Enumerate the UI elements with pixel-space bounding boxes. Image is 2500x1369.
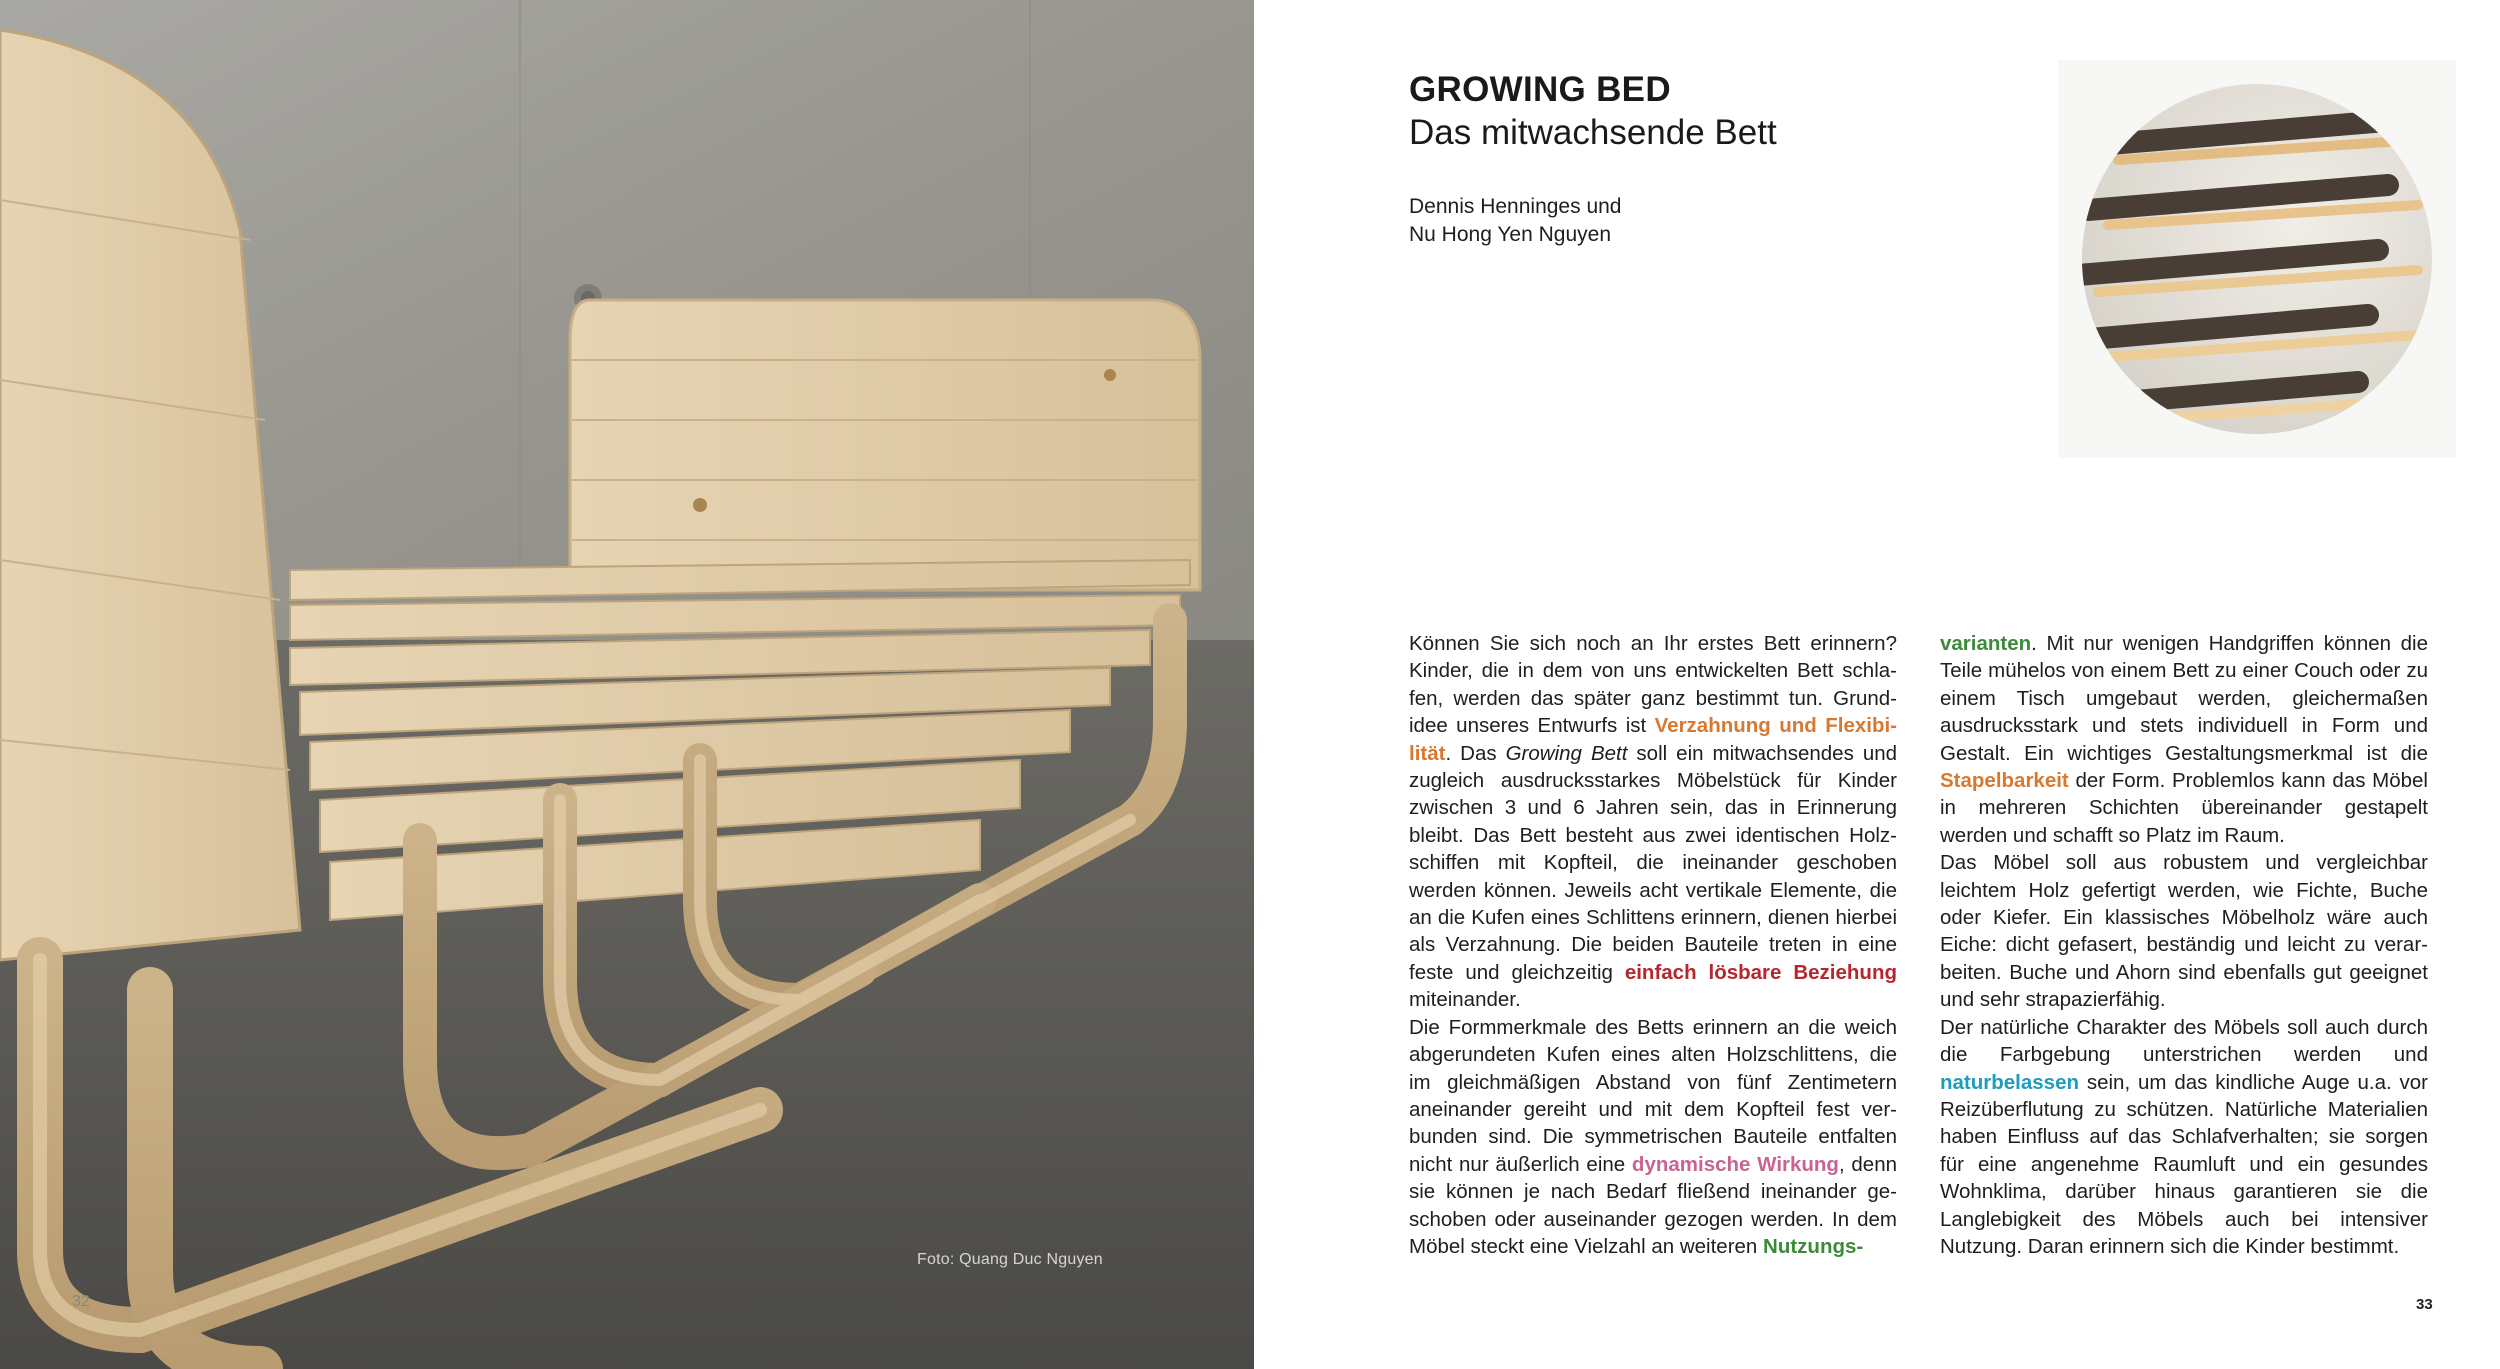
detail-photo	[2058, 60, 2456, 458]
highlight-dynamische-wirkung: dynamische Wirkung	[1631, 1152, 1839, 1176]
author-line-2: Nu Hong Yen Nguyen	[1409, 223, 1611, 246]
highlight-stapelbarkeit: Stapelbarkeit	[1940, 769, 2069, 793]
product-name: Growing Bett	[1505, 741, 1628, 765]
authors	[1409, 193, 1621, 249]
article-header	[1409, 68, 1777, 154]
highlight-loesbare-beziehung: einfach lösbare Beziehung	[1624, 960, 1897, 984]
paragraph: Das Möbel soll aus robustem und vergleichbar leichtem Holz gefertigt werden, wie Fichte, Buche oder Kiefer. Ein klassisches Möbelholz wäre auch Eiche: dicht gefasert, beständig und leicht zu verarbeiten. Buche und Ahorn sind ebenfalls gut geeignet und sehr strapazierfähig.	[1940, 851, 2428, 1012]
body-column-1	[1409, 630, 1897, 1260]
highlight-naturbelassen: naturbelassen	[1940, 1070, 2079, 1094]
stacked-slats-illustration	[2058, 60, 2456, 458]
page-number-left: 32	[72, 1293, 90, 1310]
article-subtitle: Das mitwachsende Bett	[1409, 113, 1777, 152]
paragraph: Können Sie sich noch an Ihr erstes Bett erinnern? Kinder, die in dem von uns entwickelten Bett schlafen, werden das später ganz bestimmt tun. Grundidee unseres Entwurfs ist Verzahnung und Flexibilität. Das Growing Bett soll ein mitwachsendes und zugleich ausdrucksstarkes Möbelstück für Kinder zwischen 3 und 6 Jahren sein, das in Erinnerung bleibt. Das Bett besteht aus zwei identischen Holzschiffen mit Kopfteil, die ineinander geschoben werden können. Jeweils acht vertikale Elemente, die an die Kufen eines Schlittens erinnern, dienen hierbei als Verzahnung. Die beiden Bauteile treten in eine feste und gleichzeitig einfach lösbare Beziehung miteinander.	[1409, 632, 1898, 1012]
page-number-right: 33	[2416, 1296, 2433, 1313]
highlight-nutzungsvarianten-cont: varianten	[1940, 632, 2032, 655]
body-column-2	[1940, 630, 2428, 1260]
paragraph: Der natürliche Charakter des Möbels soll auch durch die Farbgebung unterstrichen werden und naturbelassen sein, um das kindliche Auge u.a. vor Reizüberflutung zu schützen. Natürliche Materialien haben Einfluss auf das Schlafverhalten; sie sorgen für eine angenehme Raumluft und ein gesundes Wohnklima, darüber hinaus garantieren sie die Langlebigkeit des Möbels auch bei intensiver Nutzung. Daran erinnern sich die Kinder bestimmt.	[1940, 1015, 2428, 1258]
paragraph: varianten. Mit nur wenigen Handgriffen können die Teile mühelos von einem Bett zu einer Couch oder zu einem Tisch umgebaut werden, gleichermaßen ausdrucksstark und stets individuell in Form und Gestalt. Ein wichtiges Gestaltungsmerkmal ist die Stapelbarkeit der Form. Problemlos kann das Möbel in mehreren Schichten übereinander gestapelt werden und schafft so Platz im Raum.	[1940, 632, 2428, 847]
article-title: GROWING BED	[1409, 70, 1671, 109]
photo-credit: Foto: Quang Duc Nguyen	[917, 1251, 1103, 1268]
highlight-nutzungsvarianten: Nutzungs-	[1763, 1234, 1864, 1258]
highlight-verzahnung: Verzahnung und Flexibilität	[1409, 714, 1897, 765]
paragraph: Die Formmerkmale des Betts erinnern an die weich abgerundeten Kufen eines alten Holzschlittens, die im gleichmäßigen Abstand von fünf Zentimetern aneinander gereiht und mit dem Kopfteil fest verbunden sind. Die symmetrischen Bauteile entfalten nicht nur äußerlich eine dynamische Wirkung, denn sie können je nach Bedarf fließend ineinander geschoben oder auseinander gezogen werden. In dem Möbel steckt eine Vielzahl an weiteren Nutzungs-	[1409, 1015, 1897, 1258]
author-line-1: Dennis Henninges und	[1409, 195, 1622, 218]
